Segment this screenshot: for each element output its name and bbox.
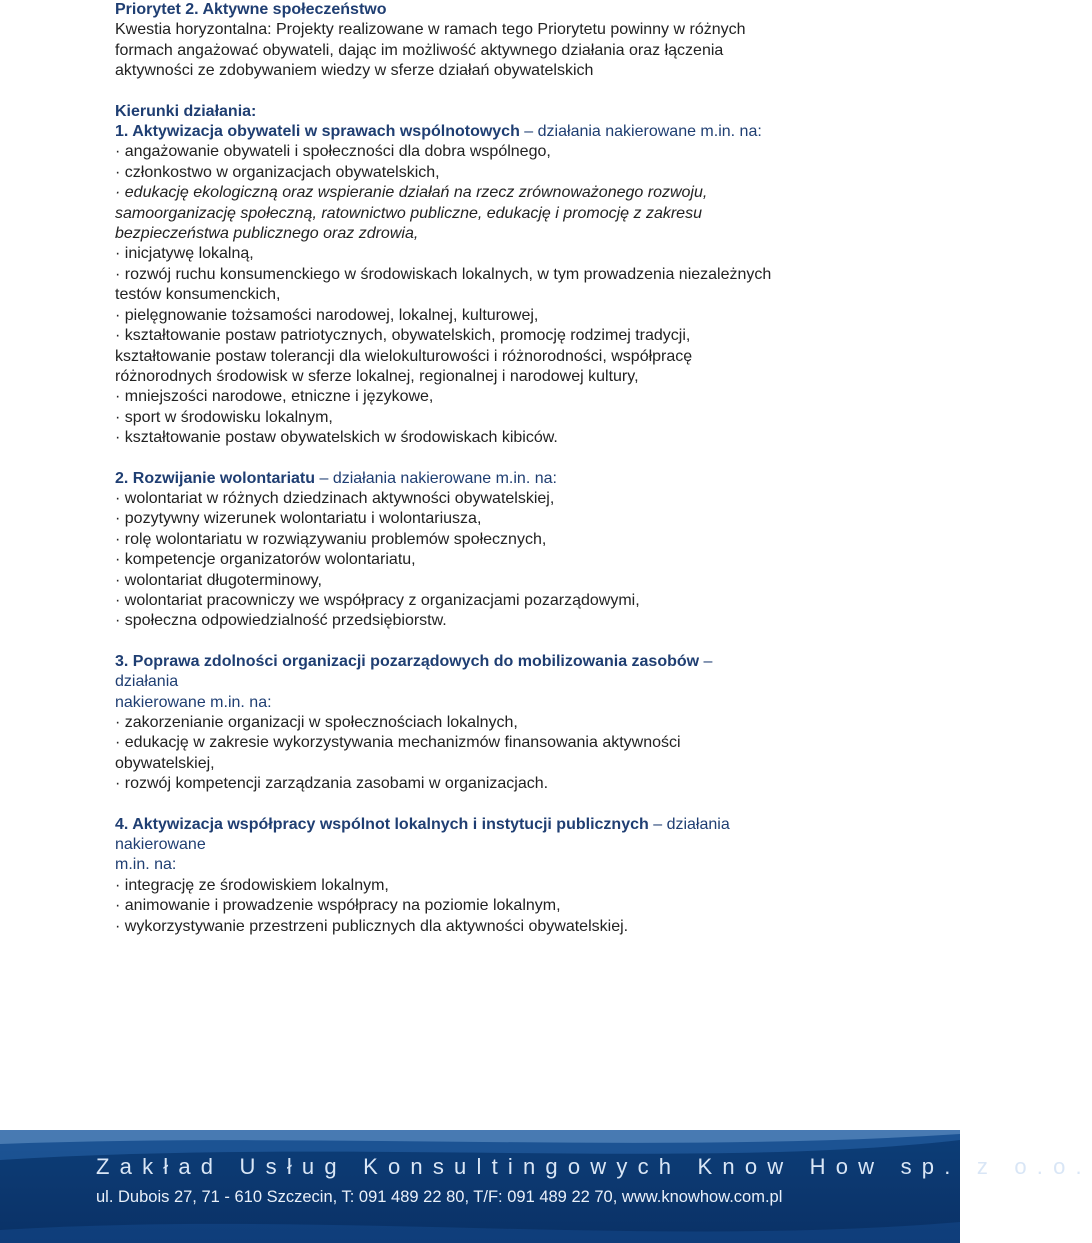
section4-suffix: m.in. na: xyxy=(115,856,177,874)
list-item-continuation: samoorganizację społeczną, ratownictwo publiczne, edukację i promocję z zakresu xyxy=(115,204,702,222)
list-item: · angażowanie obywateli i społeczności dla dobra wspólnego, xyxy=(115,143,551,161)
list-item: · wolontariat długoterminowy, xyxy=(115,571,322,589)
section4-suffix: nakierowane xyxy=(115,836,206,854)
footer-address: ul. Dubois 27, 71 - 610 Szczecin, T: 091 489 22 80, T/F: 091 489 22 70, www.knowhow.com.pl xyxy=(96,1188,783,1206)
list-item: · kształtowanie postaw obywatelskich w środowiskach kibiców. xyxy=(115,429,558,447)
list-item: · wykorzystywanie przestrzeni publicznych dla aktywności obywatelskiej. xyxy=(115,917,629,935)
section1-heading xyxy=(115,122,945,142)
list-item: · społeczna odpowiedzialność przedsiębiorstw. xyxy=(115,612,447,630)
list-item: · zakorzenianie organizacji w społecznościach lokalnych, xyxy=(115,714,518,731)
list-item: · rozwój ruchu konsumenckiego w środowiskach lokalnych, w tym prowadzenia niezależnych xyxy=(115,265,772,283)
list-item-continuation: obywatelskiej, xyxy=(115,754,215,772)
section1-title: 1. Aktywizacja obywateli w sprawach wspólnotowych xyxy=(115,123,520,141)
section2-heading xyxy=(115,469,945,489)
list-item: · wolontariat w różnych dziedzinach aktywności obywatelskiej, xyxy=(115,489,555,507)
list-item: · integrację ze środowiskiem lokalnym, xyxy=(115,876,389,894)
section4-heading xyxy=(115,815,945,835)
intro-line: formach angażować obywateli, dając im możliwość aktywnego działania oraz łączenia xyxy=(115,41,724,59)
list-item: · inicjatywę lokalną, xyxy=(115,245,254,263)
section3-suffix: nakierowane m.in. na: xyxy=(115,693,272,711)
intro-line: Kwestia horyzontalna: Projekty realizowane w ramach tego Priorytetu powinny w różnych xyxy=(115,21,746,39)
section3-title: 3. Poprawa zdolności organizacji pozarządowych do mobilizowania zasobów xyxy=(115,652,700,670)
footer-company: Zakład Usług Konsultingowych Know How sp. z o.o. xyxy=(96,1154,1092,1179)
section4-suffix: działania xyxy=(666,815,730,833)
list-item: · rolę wolontariatu w rozwiązywaniu problemów społecznych, xyxy=(115,530,547,548)
section2-dash: – xyxy=(315,469,333,487)
section3-dash: – xyxy=(699,652,713,670)
footer-decoration xyxy=(0,1130,960,1243)
section1-dash: – xyxy=(519,123,538,141)
section4-title: 4. Aktywizacja współpracy wspólnot lokalnych i instytucji publicznych xyxy=(115,815,649,833)
list-item: · kształtowanie postaw patriotycznych, obywatelskich, promocję rodzimej tradycji, xyxy=(115,327,691,345)
list-item-continuation: kształtowanie postaw tolerancji dla wielokulturowości i różnorodności, współpracę xyxy=(115,347,693,365)
list-item: · kompetencje organizatorów wolontariatu, xyxy=(115,551,416,569)
list-item: · mniejszości narodowe, etniczne i językowe, xyxy=(115,388,434,406)
list-item: · sport w środowisku lokalnym, xyxy=(115,408,333,426)
section1-suffix: działania nakierowane m.in. na: xyxy=(537,123,762,141)
page-heading: Priorytet 2. Aktywne społeczeństwo xyxy=(115,1,387,18)
intro-line: aktywności ze zdobywaniem wiedzy w sferze działań obywatelskich xyxy=(115,62,594,80)
list-item-continuation: testów konsumenckich, xyxy=(115,286,281,304)
list-item: · edukację w zakresie wykorzystywania mechanizmów finansowania aktywności xyxy=(115,734,681,752)
kierunki-label: Kierunki działania: xyxy=(115,102,257,120)
list-item: · rozwój kompetencji zarządzania zasobami w organizacjach. xyxy=(115,775,549,793)
section3-heading xyxy=(115,652,945,672)
section2-title: 2. Rozwijanie wolontariatu xyxy=(115,469,316,487)
list-item: · wolontariat pracowniczy we współpracy z organizacjami pozarządowymi, xyxy=(115,591,640,609)
list-item: · pozytywny wizerunek wolontariatu i wolontariusza, xyxy=(115,510,482,528)
list-item: · edukację ekologiczną oraz wspieranie działań na rzecz zrównoważonego rozwoju, xyxy=(115,184,708,202)
list-item: · pielęgnowanie tożsamości narodowej, lokalnej, kulturowej, xyxy=(115,306,539,324)
section3-suffix: działania xyxy=(115,673,179,691)
list-item: · członkostwo w organizacjach obywatelskich, xyxy=(115,163,440,181)
footer-banner xyxy=(0,1130,1092,1243)
list-item-continuation: bezpieczeństwa publicznego oraz zdrowia, xyxy=(115,225,419,243)
section4-dash: – xyxy=(648,815,667,833)
document-body xyxy=(115,0,945,937)
list-item-continuation: różnorodnych środowisk w sferze lokalnej, regionalnej i narodowej kultury, xyxy=(115,367,639,385)
list-item: · animowanie i prowadzenie współpracy na poziomie lokalnym, xyxy=(115,897,561,915)
section2-suffix: działania nakierowane m.in. na: xyxy=(332,469,557,487)
